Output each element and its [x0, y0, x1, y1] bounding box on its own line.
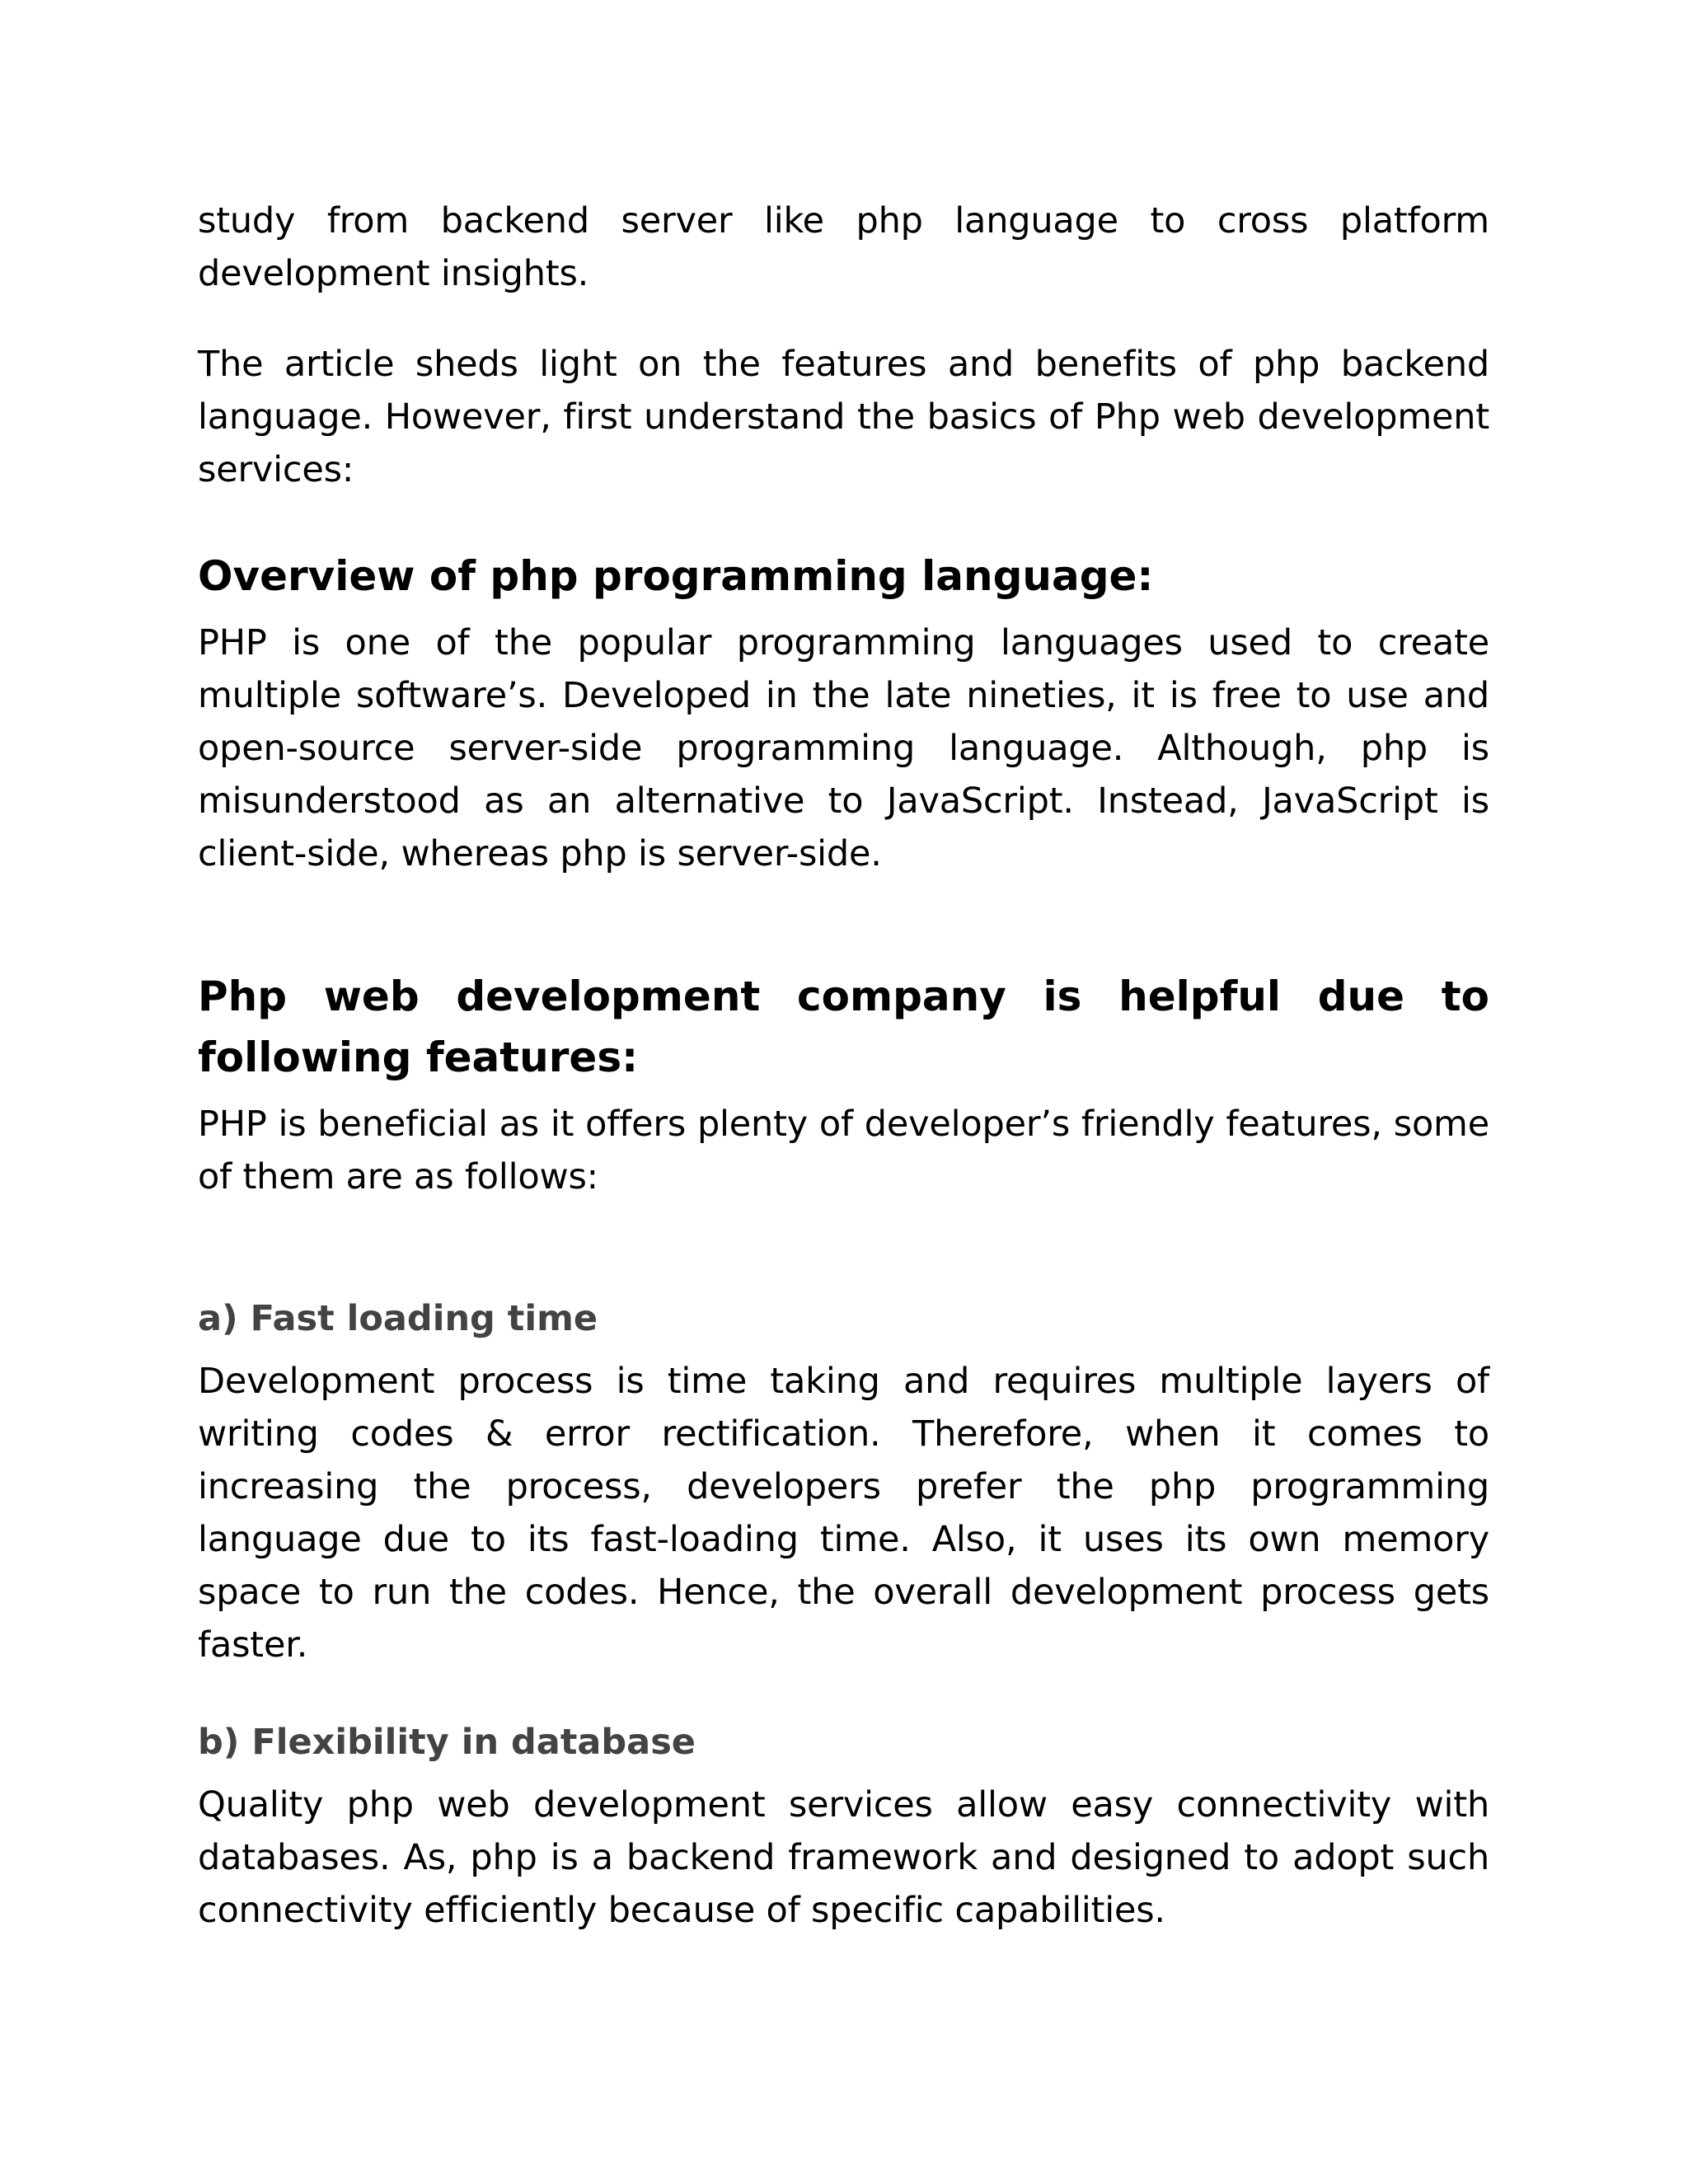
fast-loading-heading: a) Fast loading time: [198, 1298, 598, 1339]
overview-paragraph: PHP is one of the popular programming languages used to create multiple software’s. Developed in the late nineties, it is free to use and open-source server-side programming language. Although, php is misunderstood as an alternative to JavaScript. Instead, JavaScript is client-side, whereas php is server-side.: [198, 622, 1489, 874]
intro-paragraph-end: study from backend server like php language to cross platform development insights.: [198, 200, 1489, 294]
document-page: [198, 194, 1489, 1937]
database-flexibility-paragraph: Quality php web development services allow easy connectivity with databases. As, php is a backend framework and designed to adopt such connectivity efficiently because of specific capabilities.: [198, 1784, 1489, 1931]
company-features-paragraph: PHP is beneficial as it offers plenty of developer’s friendly features, some of them are as follows:: [198, 1104, 1489, 1197]
fast-loading-paragraph: Development process is time taking and requires multiple layers of writing codes & error rectification. Therefore, when it comes to increasing the process, developers prefer the php programming language due to its fast-loading time. Also, it uses its own memory space to run the codes. Hence, the overall development process gets faster.: [198, 1361, 1489, 1666]
article-paragraph: The article sheds light on the features and benefits of php backend language. However, first understand the basics of Php web development services:: [198, 344, 1489, 490]
company-features-heading: Php web development company is helpful due to following features:: [198, 972, 1489, 1081]
database-flexibility-heading: b) Flexibility in database: [198, 1722, 696, 1763]
overview-heading: Overview of php programming language:: [198, 552, 1154, 600]
